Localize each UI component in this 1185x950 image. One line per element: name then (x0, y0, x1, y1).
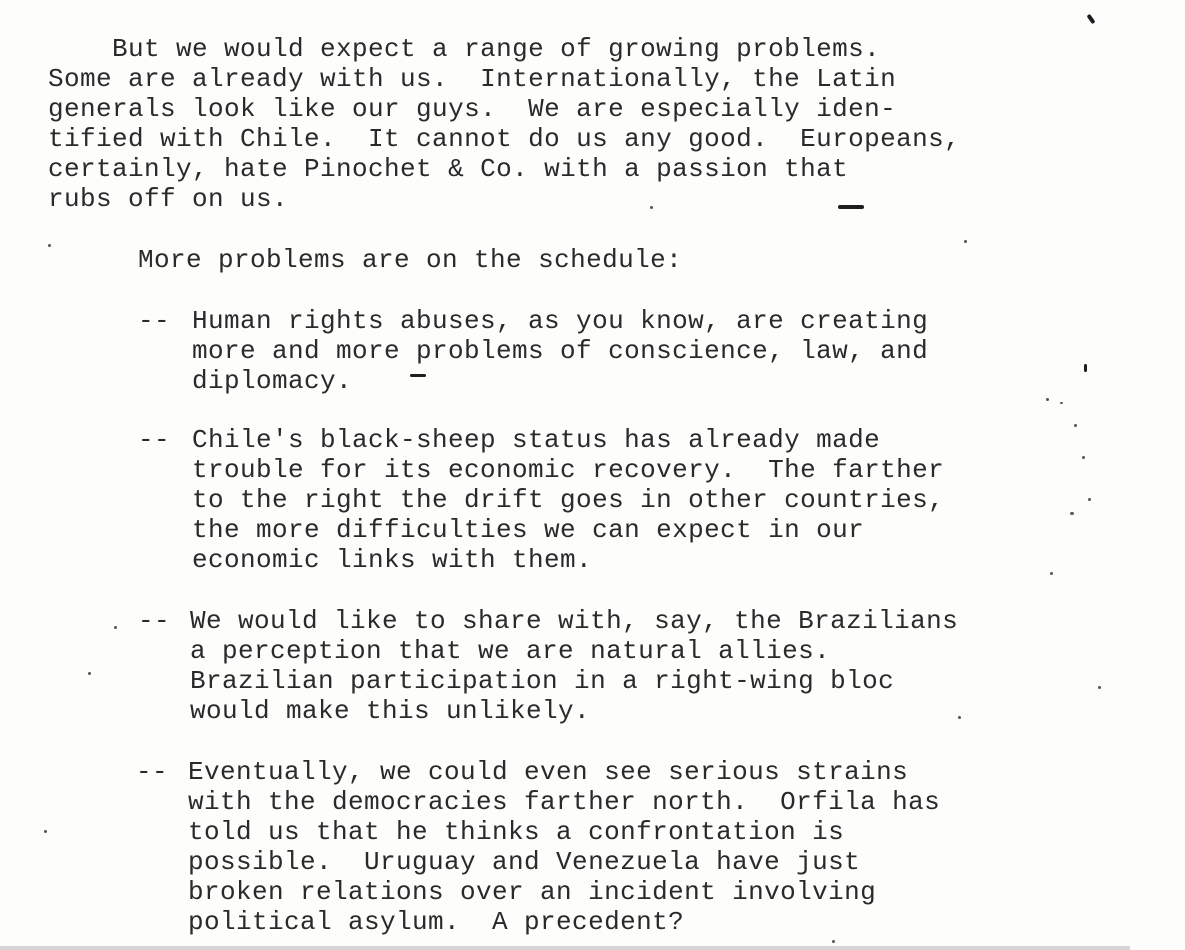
bullet-line: political asylum. A precedent? (188, 907, 685, 937)
bullet-line: possible. Uruguay and Venezuela have just (188, 847, 861, 877)
scan-speck (1060, 402, 1063, 404)
bullet-marker: -- (138, 306, 171, 336)
ink-smudge (410, 374, 426, 377)
scan-speck (1088, 498, 1091, 501)
scan-speck (1070, 512, 1074, 515)
bullet-line: Eventually, we could even see serious strains (188, 757, 909, 787)
bullet-marker: -- (138, 606, 171, 636)
bullet-line: diplomacy. (192, 366, 353, 396)
bullet-line: a perception that we are natural allies. (190, 636, 831, 666)
intro-line: certainly, hate Pinochet & Co. with a passion that (48, 154, 849, 184)
scan-speck (1074, 424, 1077, 427)
ink-smudge (838, 205, 864, 209)
bullet-line: broken relations over an incident involving (188, 877, 877, 907)
scan-bottom-edge (0, 946, 1130, 950)
bullet-line: more and more problems of conscience, law, and (192, 336, 929, 366)
scan-speck (958, 716, 961, 719)
bullet-line: Human rights abuses, as you know, are creating (192, 306, 929, 336)
intro-line: Some are already with us. Internationally, the Latin (48, 64, 897, 94)
scan-speck (44, 830, 47, 833)
intro-line: tified with Chile. It cannot do us any good. Europeans, (48, 124, 961, 154)
bullet-marker: -- (136, 757, 169, 787)
bullet-line: We would like to share with, say, the Brazilians (190, 606, 959, 636)
bullet-line: trouble for its economic recovery. The farther (192, 455, 945, 485)
lead-in-line: More problems are on the schedule: (138, 245, 683, 275)
scan-speck (88, 672, 91, 675)
bullet-line: Chile's black-sheep status has already made (192, 425, 881, 455)
scan-speck (964, 240, 967, 243)
scan-speck (1050, 572, 1053, 575)
scan-speck (1082, 456, 1085, 459)
bullet-line: Brazilian participation in a right-wing bloc (190, 666, 895, 696)
ink-mark (1086, 14, 1095, 24)
intro-line: But we would expect a range of growing problems. (48, 34, 881, 64)
bullet-marker: -- (138, 425, 171, 455)
scan-speck (114, 626, 117, 629)
bullet-line: with the democracies farther north. Orfila has (188, 787, 941, 817)
scan-speck (1098, 686, 1101, 689)
scan-speck (832, 940, 835, 943)
scan-speck (48, 244, 51, 247)
bullet-line: to the right the drift goes in other countries, (192, 485, 945, 515)
intro-line: generals look like our guys. We are especially iden- (48, 94, 897, 124)
bullet-line: economic links with them. (192, 545, 593, 575)
ink-mark (1084, 364, 1087, 372)
scan-speck (650, 206, 653, 209)
bullet-line: would make this unlikely. (190, 696, 591, 726)
bullet-line: told us that he thinks a confrontation is (188, 817, 845, 847)
intro-line: rubs off on us. (48, 184, 289, 214)
scan-speck (1046, 398, 1049, 401)
bullet-line: the more difficulties we can expect in our (192, 515, 865, 545)
